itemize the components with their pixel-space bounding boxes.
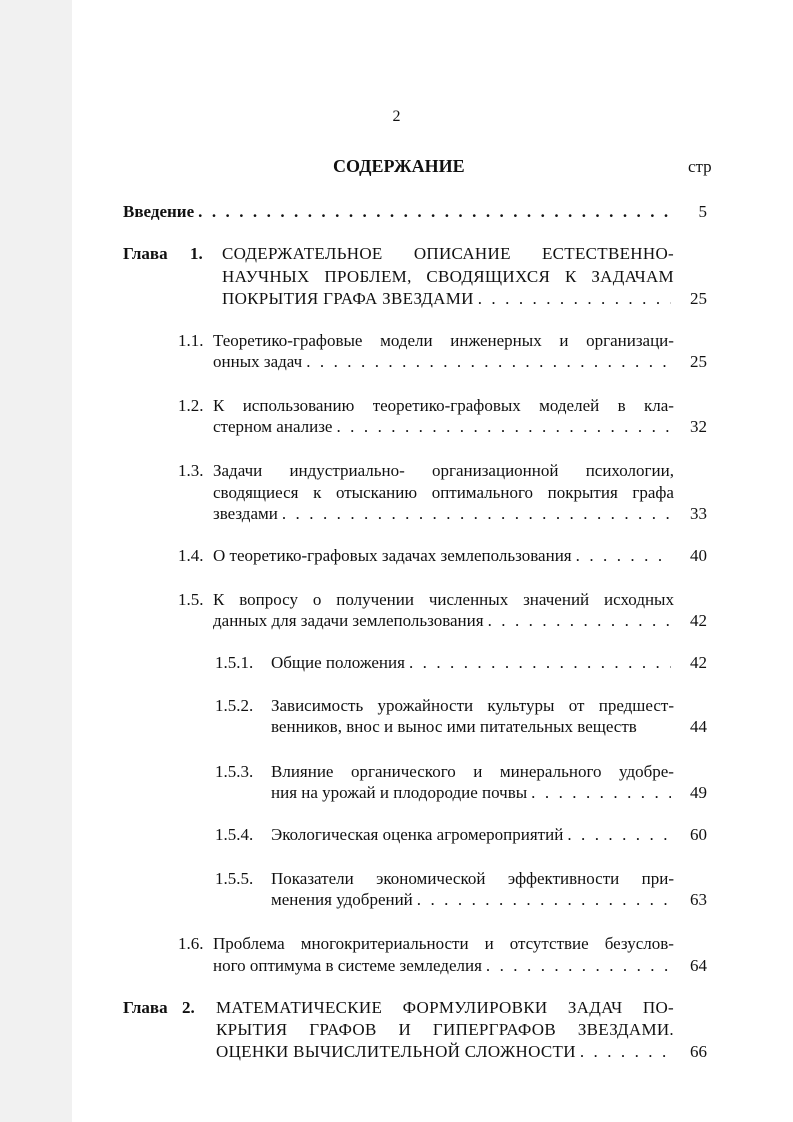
entry-word: численных: [428, 590, 509, 609]
entry-word: организаци-: [586, 331, 674, 350]
entry-word: ОПИСАНИЕ: [413, 244, 511, 263]
entry-word: предшест-: [598, 696, 674, 715]
entry-word: ЗАДАЧ: [567, 998, 623, 1017]
entry-word: удобре-: [619, 762, 674, 781]
page-column-header: стр: [688, 157, 712, 176]
entry-word: ОЦЕНКИ ВЫЧИСЛИТЕЛЬНОЙ СЛОЖНОСТИ: [216, 1042, 576, 1061]
entry-page: 66: [690, 1042, 707, 1061]
entry-page: 64: [690, 956, 707, 975]
entry-word: ПОКРЫТИЯ ГРАФА ЗВЕЗДАМИ: [222, 289, 474, 308]
entry-word: о: [312, 590, 322, 609]
chapter-1-title-line[interactable]: [222, 266, 674, 288]
entry-word: использованию: [242, 396, 355, 415]
entry-word: ного оптимума в системе земледелия: [213, 956, 482, 975]
entry-page: 42: [690, 611, 707, 630]
toc-entry-line[interactable]: [213, 589, 674, 611]
entry-word: Показатели: [271, 869, 354, 888]
entry-word: ГИПЕРГРАФОВ: [432, 1020, 556, 1039]
scan-edge-shadow: [0, 0, 72, 1122]
entry-word: ГРАФОВ: [309, 1020, 377, 1039]
entry-word: отсутствие: [509, 934, 589, 953]
entry-word: вопросу: [239, 590, 298, 609]
toc-entry-line[interactable]: [271, 868, 674, 890]
entry-word: многокритериальности: [300, 934, 469, 953]
entry-page: 40: [690, 546, 707, 565]
entry-word: оптимального: [431, 483, 534, 502]
subsection-number: 1.5.2.: [215, 696, 254, 715]
entry-word: данных для задачи землепользования: [213, 611, 484, 630]
section-number: 1.4.: [178, 546, 204, 565]
subsection-number: 1.5.5.: [215, 869, 254, 888]
chapter-number: 1.: [190, 244, 203, 263]
faint-watermark: [394, 712, 474, 724]
entry-page: 33: [690, 504, 707, 523]
page-number: 2: [392, 108, 401, 125]
toc-entry-line[interactable]: [213, 955, 671, 977]
toc-entry-line[interactable]: [213, 503, 671, 525]
entry-word: КРЫТИЯ: [216, 1020, 288, 1039]
leader-dots: [478, 288, 671, 310]
chapter-1-title-line[interactable]: [222, 288, 671, 310]
leader-dots: [306, 351, 671, 373]
chapter-label: Глава: [123, 998, 168, 1017]
entry-word: органического: [351, 762, 456, 781]
entry-word: ПРОБЛЕМ,: [324, 267, 412, 286]
entry-word: и: [473, 762, 483, 781]
entry-word: К: [213, 590, 225, 609]
toc-entry-line[interactable]: [271, 652, 671, 674]
entry-word: Общие положения: [271, 653, 405, 672]
toc-entry-line[interactable]: [213, 460, 674, 482]
toc-entry-line[interactable]: [213, 351, 671, 373]
section-number: 1.6.: [178, 934, 204, 953]
leader-dots: [531, 782, 671, 804]
leader-dots: [282, 503, 671, 525]
leader-dots: [576, 545, 671, 567]
entry-word: СОДЕРЖАТЕЛЬНОЕ: [222, 244, 383, 263]
entry-page: 25: [690, 289, 707, 308]
section-number: 1.5.: [178, 590, 204, 609]
leader-dots: [580, 1041, 671, 1063]
entry-word: исходных: [604, 590, 674, 609]
toc-entry-line[interactable]: [213, 482, 674, 504]
entry-word: менения удобрений: [271, 890, 413, 909]
toc-entry-line[interactable]: [271, 782, 671, 804]
leader-dots: [409, 652, 671, 674]
entry-word: инженерных: [450, 331, 542, 350]
entry-word: теоретико-графовых: [372, 396, 521, 415]
entry-word: ния на урожай и плодородие почвы: [271, 783, 528, 802]
entry-word: психологии,: [585, 461, 674, 480]
entry-word: Зависимость: [271, 696, 364, 715]
section-number: 1.1.: [178, 331, 204, 350]
toc-entry-line[interactable]: [213, 395, 674, 417]
entry-word: МАТЕМАТИЧЕСКИЕ: [216, 998, 383, 1017]
chapter-label: Глава: [123, 244, 168, 263]
leader-dots: [198, 201, 671, 223]
section-number: 1.3.: [178, 461, 204, 480]
entry-word: Теоретико-графовые: [213, 331, 363, 350]
entry-page: 25: [690, 352, 707, 371]
entry-word: ЗАДАЧАМ: [591, 267, 674, 286]
entry-word: культуры: [487, 696, 555, 715]
leader-dots: [336, 416, 671, 438]
entry-page: 60: [690, 825, 707, 844]
entry-word: и: [559, 331, 569, 350]
entry-word: К: [564, 267, 577, 286]
toc-entry-introduction[interactable]: [123, 201, 671, 223]
toc-entry-line[interactable]: [213, 330, 674, 352]
chapter-2-title-line[interactable]: [216, 1041, 671, 1063]
entry-word: в: [617, 396, 626, 415]
toc-title: СОДЕРЖАНИЕ: [333, 156, 465, 176]
entry-word: безуслов-: [604, 934, 674, 953]
entry-word: экономической: [376, 869, 486, 888]
subsection-number: 1.5.1.: [215, 653, 254, 672]
entry-text: Введение: [123, 202, 195, 221]
entry-word: ПО-: [642, 998, 674, 1017]
entry-word: индустриально-: [289, 461, 405, 480]
entry-word: от: [568, 696, 585, 715]
toc-entry-line[interactable]: [213, 416, 671, 438]
leader-dots: [567, 824, 671, 846]
entry-word: организационной: [432, 461, 559, 480]
section-number: 1.2.: [178, 396, 204, 415]
entry-page: 5: [698, 202, 707, 221]
toc-entry-line[interactable]: [213, 610, 671, 632]
entry-word: НАУЧНЫХ: [222, 267, 310, 286]
entry-word: при-: [641, 869, 674, 888]
entry-word: И: [398, 1020, 412, 1039]
chapter-number: 2.: [182, 998, 195, 1017]
entry-word: Проблема: [213, 934, 285, 953]
entry-word: Экологическая оценка агромероприятий: [271, 825, 564, 844]
entry-word: звездами: [213, 504, 278, 523]
entry-word: отысканию: [335, 483, 418, 502]
entry-word: К: [213, 396, 225, 415]
leader-dots: [486, 955, 671, 977]
entry-word: О теоретико-графовых задачах землепользования: [213, 546, 572, 565]
chapter-2-title-line[interactable]: [216, 997, 674, 1019]
chapter-1-title-line[interactable]: [222, 243, 674, 265]
entry-word: моделей: [539, 396, 600, 415]
entry-page: 32: [690, 417, 707, 436]
toc-entry-line[interactable]: [213, 933, 674, 955]
entry-word: ЗВЕЗДАМИ.: [577, 1020, 674, 1039]
subsection-number: 1.5.4.: [215, 825, 254, 844]
entry-word: минерального: [499, 762, 602, 781]
leader-dots: [488, 610, 671, 632]
entry-word: графа: [632, 483, 674, 502]
entry-word: стерном анализе: [213, 417, 333, 436]
subsection-number: 1.5.3.: [215, 762, 254, 781]
entry-page: 44: [690, 717, 707, 736]
entry-word: к: [313, 483, 322, 502]
leader-dots: [417, 889, 671, 911]
entry-word: значений: [523, 590, 590, 609]
entry-word: эффективности: [507, 869, 620, 888]
entry-word: модели: [380, 331, 433, 350]
toc-entry-line[interactable]: [271, 761, 674, 783]
entry-word: получении: [336, 590, 414, 609]
toc-entry-line[interactable]: [271, 824, 671, 846]
entry-word: покрытия: [547, 483, 618, 502]
chapter-2-title-line[interactable]: [216, 1019, 674, 1041]
entry-page: 42: [690, 653, 707, 672]
entry-word: Влияние: [271, 762, 334, 781]
entry-word: и: [484, 934, 494, 953]
toc-entry-line[interactable]: [213, 545, 671, 567]
entry-word: онных задач: [213, 352, 303, 371]
entry-word: ФОРМУЛИРОВКИ: [402, 998, 548, 1017]
entry-word: урожайности: [377, 696, 474, 715]
entry-page: 63: [690, 890, 707, 909]
entry-word: сводящиеся: [213, 483, 299, 502]
entry-page: 49: [690, 783, 707, 802]
entry-word: СВОДЯЩИХСЯ: [426, 267, 551, 286]
entry-word: ЕСТЕСТВЕННО-: [541, 244, 674, 263]
entry-word: Задачи: [213, 461, 263, 480]
toc-entry-line[interactable]: [271, 889, 671, 911]
entry-word: кла-: [643, 396, 674, 415]
entry-word: венников, внос и вынос ими питательных веществ: [271, 717, 637, 736]
